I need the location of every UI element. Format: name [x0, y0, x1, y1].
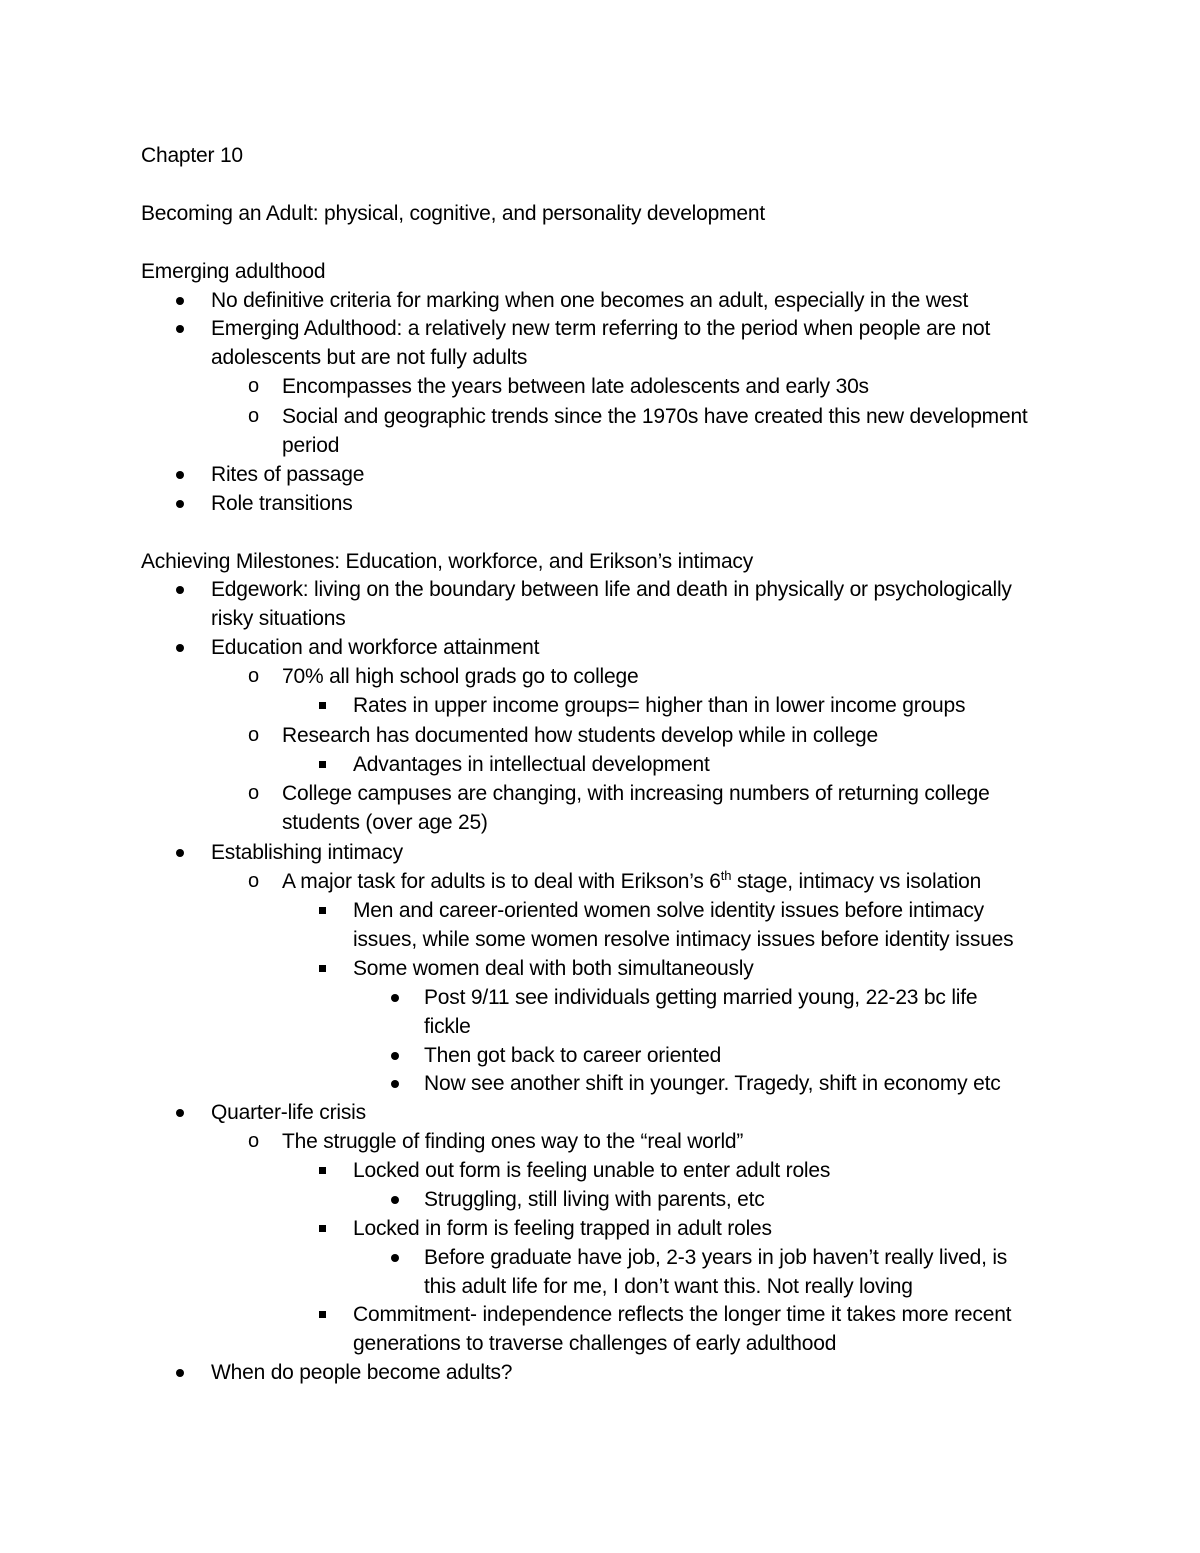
- bullet-circle-icon: o: [248, 665, 260, 687]
- bullet-circle-icon: o: [248, 405, 260, 427]
- bullet-disc-icon: [176, 286, 184, 305]
- list-item: College campuses are changing, with increasing numbers of returning college: [282, 782, 990, 805]
- list-item: Struggling, still living with parents, etc: [424, 1188, 765, 1211]
- list-item-continued: students (over age 25): [282, 811, 488, 834]
- list-item-continued: this adult life for me, I don’t want this. Not really loving: [424, 1275, 913, 1298]
- list-item: Role transitions: [211, 492, 353, 515]
- bullet-square-icon: [319, 691, 326, 709]
- bullet-disc-icon: [391, 983, 399, 1002]
- bullet-square-icon: [319, 1300, 326, 1318]
- list-item-continued: issues, while some women resolve intimacy issues before identity issues: [353, 928, 1014, 951]
- list-item: Establishing intimacy: [211, 841, 403, 864]
- bullet-square-icon: [319, 954, 326, 972]
- bullet-square-icon: [319, 896, 326, 914]
- list-item: [282, 867, 981, 896]
- list-item: No definitive criteria for marking when one becomes an adult, especially in the west: [211, 289, 969, 312]
- list-item: Emerging Adulthood: a relatively new term referring to the period when people are not: [211, 317, 991, 340]
- bullet-disc-icon: [391, 1185, 399, 1204]
- list-item: Rates in upper income groups= higher than in lower income groups: [353, 694, 966, 717]
- list-item: Rites of passage: [211, 463, 365, 486]
- bullet-square-icon: [319, 750, 326, 768]
- list-item: Social and geographic trends since the 1970s have created this new development: [282, 405, 1028, 428]
- bullet-circle-icon: o: [248, 870, 260, 892]
- section-heading: Emerging adulthood: [141, 260, 326, 283]
- list-item: Quarter-life crisis: [211, 1101, 366, 1124]
- bullet-disc-icon: [176, 838, 184, 857]
- list-item: Then got back to career oriented: [424, 1044, 722, 1067]
- bullet-disc-icon: [176, 489, 184, 508]
- list-item: Advantages in intellectual development: [353, 753, 710, 776]
- list-item: Before graduate have job, 2-3 years in job haven’t really lived, is: [424, 1246, 1008, 1269]
- bullet-square-icon: [319, 1214, 326, 1232]
- list-item-continued: fickle: [424, 1015, 471, 1038]
- list-item: The struggle of finding ones way to the “real world”: [282, 1130, 744, 1153]
- bullet-square-icon: [319, 1156, 326, 1174]
- bullet-circle-icon: o: [248, 1130, 260, 1152]
- bullet-disc-icon: [391, 1041, 399, 1060]
- list-item: When do people become adults?: [211, 1361, 513, 1384]
- list-item-continued: risky situations: [211, 607, 346, 630]
- ordinal-suffix: th: [720, 868, 732, 883]
- list-item: Post 9/11 see individuals getting married young, 22-23 bc life: [424, 986, 978, 1009]
- bullet-disc-icon: [176, 1098, 184, 1117]
- list-item: Men and career-oriented women solve identity issues before intimacy: [353, 899, 984, 922]
- bullet-disc-icon: [391, 1069, 399, 1088]
- list-item: 70% all high school grads go to college: [282, 665, 639, 688]
- bullet-circle-icon: o: [248, 724, 260, 746]
- list-item: Locked out form is feeling unable to enter adult roles: [353, 1159, 831, 1182]
- bullet-disc-icon: [176, 460, 184, 479]
- bullet-circle-icon: o: [248, 782, 260, 804]
- list-item: Edgework: living on the boundary between life and death in physically or psychologically: [211, 578, 1012, 601]
- bullet-disc-icon: [176, 314, 184, 333]
- chapter-subtitle: Becoming an Adult: physical, cognitive, and personality development: [141, 202, 765, 225]
- erikson-stage-text-end: stage, intimacy vs isolation: [731, 870, 982, 893]
- section-heading: Achieving Milestones: Education, workforce, and Erikson’s intimacy: [141, 550, 754, 573]
- list-item: Encompasses the years between late adolescents and early 30s: [282, 375, 869, 398]
- list-item: Locked in form is feeling trapped in adult roles: [353, 1217, 772, 1240]
- list-item: Commitment- independence reflects the longer time it takes more recent: [353, 1303, 1012, 1326]
- bullet-disc-icon: [176, 1358, 184, 1377]
- bullet-circle-icon: o: [248, 375, 260, 397]
- list-item-continued: generations to traverse challenges of early adulthood: [353, 1332, 837, 1355]
- list-item-continued: period: [282, 434, 340, 457]
- list-item: Now see another shift in younger. Tragedy, shift in economy etc: [424, 1072, 1001, 1095]
- list-item: Some women deal with both simultaneously: [353, 957, 754, 980]
- chapter-title: Chapter 10: [141, 144, 243, 167]
- list-item: Education and workforce attainment: [211, 636, 540, 659]
- list-item: Research has documented how students develop while in college: [282, 724, 879, 747]
- erikson-stage-text: A major task for adults is to deal with Erikson’s 6: [282, 870, 721, 893]
- bullet-disc-icon: [176, 633, 184, 652]
- list-item-continued: adolescents but are not fully adults: [211, 346, 528, 369]
- bullet-disc-icon: [176, 575, 184, 594]
- bullet-disc-icon: [391, 1243, 399, 1262]
